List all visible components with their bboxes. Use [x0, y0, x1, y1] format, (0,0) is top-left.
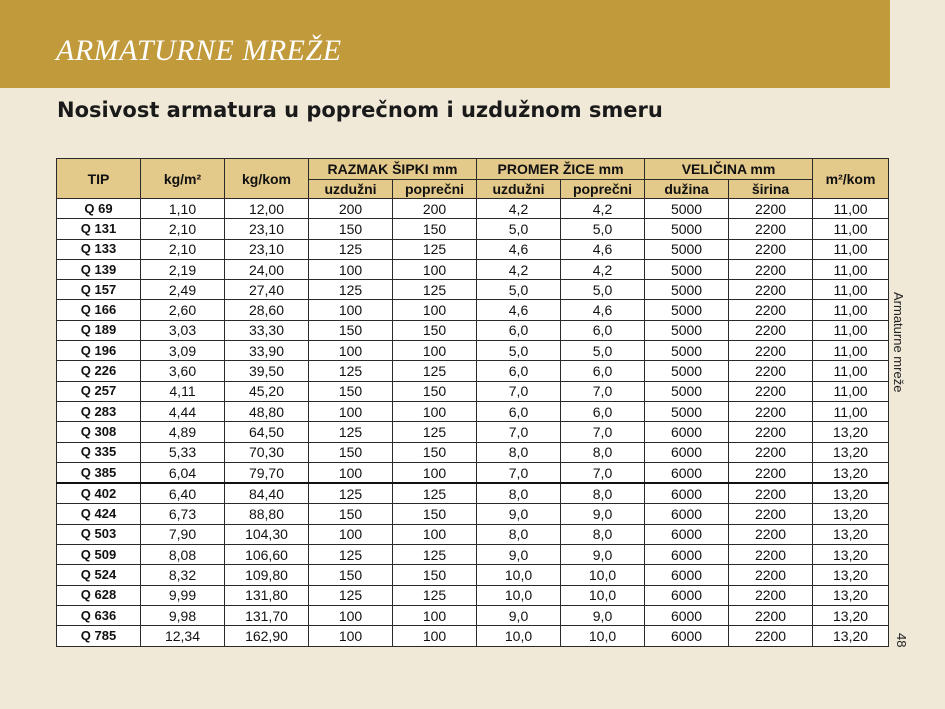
cell-m2-kom: 13,20: [813, 565, 889, 585]
cell-razmak-uzduzni: 125: [309, 361, 393, 381]
cell-duzina: 5000: [645, 300, 729, 320]
cell-promer-uzduzni: 7,0: [477, 422, 561, 442]
cell-promer-uzduzni: 5,0: [477, 341, 561, 361]
header-razmak-sipki: RAZMAK ŠIPKI mm: [309, 159, 477, 180]
cell-m2-kom: 13,20: [813, 585, 889, 605]
subheader-duzina: dužina: [645, 180, 729, 199]
cell-sirina: 2200: [729, 199, 813, 219]
page-title: ARMATURNE MREŽE: [56, 34, 342, 67]
cell-m2-kom: 11,00: [813, 361, 889, 381]
table-row: [57, 219, 889, 239]
cell-razmak-poprecni: 100: [393, 300, 477, 320]
cell-sirina: 2200: [729, 341, 813, 361]
cell-tip: Q 157: [57, 280, 141, 300]
cell-razmak-uzduzni: 100: [309, 462, 393, 483]
cell-razmak-poprecni: 100: [393, 626, 477, 646]
cell-duzina: 5000: [645, 341, 729, 361]
cell-m2-kom: 11,00: [813, 239, 889, 259]
reinforcement-table-container: [56, 158, 888, 647]
cell-m2-kom: 11,00: [813, 280, 889, 300]
cell-promer-uzduzni: 4,2: [477, 259, 561, 279]
cell-m2-kom: 13,20: [813, 524, 889, 544]
cell-duzina: 5000: [645, 320, 729, 340]
cell-razmak-poprecni: 150: [393, 320, 477, 340]
cell-duzina: 5000: [645, 199, 729, 219]
cell-kg-kom: 24,00: [225, 259, 309, 279]
cell-promer-poprecni: 4,2: [561, 259, 645, 279]
cell-promer-poprecni: 9,0: [561, 504, 645, 524]
cell-duzina: 5000: [645, 239, 729, 259]
table-row: [57, 545, 889, 565]
cell-razmak-poprecni: 125: [393, 422, 477, 442]
cell-m2-kom: 13,20: [813, 504, 889, 524]
header-promer-zice: PROMER ŽICE mm: [477, 159, 645, 180]
cell-promer-poprecni: 4,2: [561, 199, 645, 219]
cell-m2-kom: 11,00: [813, 300, 889, 320]
cell-razmak-uzduzni: 200: [309, 199, 393, 219]
cell-tip: Q 335: [57, 442, 141, 462]
cell-m2-kom: 11,00: [813, 341, 889, 361]
cell-kg-m2: 5,33: [141, 442, 225, 462]
subheader-promer-uzduzni: uzdužni: [477, 180, 561, 199]
table-row: [57, 300, 889, 320]
cell-promer-uzduzni: 6,0: [477, 361, 561, 381]
cell-promer-poprecni: 7,0: [561, 422, 645, 442]
cell-kg-m2: 7,90: [141, 524, 225, 544]
cell-kg-kom: 39,50: [225, 361, 309, 381]
cell-kg-m2: 9,98: [141, 605, 225, 625]
cell-promer-uzduzni: 8,0: [477, 524, 561, 544]
cell-m2-kom: 11,00: [813, 259, 889, 279]
cell-promer-poprecni: 5,0: [561, 219, 645, 239]
cell-razmak-uzduzni: 100: [309, 401, 393, 421]
cell-promer-uzduzni: 8,0: [477, 483, 561, 504]
cell-sirina: 2200: [729, 401, 813, 421]
header-tip: TIP: [57, 159, 141, 199]
cell-tip: Q 509: [57, 545, 141, 565]
cell-promer-uzduzni: 9,0: [477, 504, 561, 524]
cell-razmak-uzduzni: 125: [309, 483, 393, 504]
cell-sirina: 2200: [729, 605, 813, 625]
cell-razmak-uzduzni: 100: [309, 300, 393, 320]
cell-razmak-poprecni: 125: [393, 545, 477, 565]
table-row: [57, 341, 889, 361]
cell-kg-m2: 6,73: [141, 504, 225, 524]
cell-sirina: 2200: [729, 585, 813, 605]
cell-kg-m2: 6,04: [141, 462, 225, 483]
cell-razmak-uzduzni: 125: [309, 585, 393, 605]
cell-sirina: 2200: [729, 545, 813, 565]
cell-kg-m2: 4,89: [141, 422, 225, 442]
cell-sirina: 2200: [729, 422, 813, 442]
table-row: [57, 442, 889, 462]
cell-sirina: 2200: [729, 361, 813, 381]
cell-tip: Q 308: [57, 422, 141, 442]
cell-duzina: 6000: [645, 422, 729, 442]
cell-kg-kom: 64,50: [225, 422, 309, 442]
cell-promer-uzduzni: 4,6: [477, 239, 561, 259]
cell-tip: Q 189: [57, 320, 141, 340]
cell-kg-kom: 131,70: [225, 605, 309, 625]
cell-razmak-poprecni: 150: [393, 504, 477, 524]
cell-razmak-poprecni: 100: [393, 605, 477, 625]
cell-kg-m2: 3,09: [141, 341, 225, 361]
table-row: [57, 280, 889, 300]
cell-razmak-uzduzni: 150: [309, 381, 393, 401]
cell-razmak-uzduzni: 100: [309, 605, 393, 625]
cell-m2-kom: 13,20: [813, 626, 889, 646]
cell-razmak-poprecni: 125: [393, 585, 477, 605]
cell-razmak-uzduzni: 100: [309, 626, 393, 646]
cell-promer-uzduzni: 6,0: [477, 401, 561, 421]
cell-promer-uzduzni: 10,0: [477, 626, 561, 646]
reinforcement-mesh-table: [56, 158, 889, 647]
cell-kg-m2: 2,10: [141, 239, 225, 259]
cell-promer-poprecni: 7,0: [561, 381, 645, 401]
cell-sirina: 2200: [729, 483, 813, 504]
table-subtitle: Nosivost armatura u poprečnom i uzdužnom smeru: [57, 98, 663, 122]
cell-tip: Q 196: [57, 341, 141, 361]
cell-duzina: 6000: [645, 545, 729, 565]
table-row: [57, 239, 889, 259]
cell-promer-uzduzni: 7,0: [477, 381, 561, 401]
page-number: 48: [894, 633, 909, 648]
cell-m2-kom: 13,20: [813, 422, 889, 442]
cell-tip: Q 636: [57, 605, 141, 625]
cell-razmak-uzduzni: 125: [309, 280, 393, 300]
cell-kg-kom: 109,80: [225, 565, 309, 585]
cell-duzina: 6000: [645, 483, 729, 504]
cell-tip: Q 524: [57, 565, 141, 585]
cell-promer-uzduzni: 7,0: [477, 462, 561, 483]
table-row: [57, 524, 889, 544]
cell-razmak-uzduzni: 125: [309, 422, 393, 442]
cell-promer-poprecni: 4,6: [561, 300, 645, 320]
cell-duzina: 5000: [645, 401, 729, 421]
table-row: [57, 605, 889, 625]
cell-razmak-poprecni: 125: [393, 361, 477, 381]
table-header: [57, 159, 889, 199]
cell-kg-kom: 106,60: [225, 545, 309, 565]
cell-kg-m2: 2,60: [141, 300, 225, 320]
cell-razmak-uzduzni: 150: [309, 565, 393, 585]
cell-tip: Q 785: [57, 626, 141, 646]
cell-sirina: 2200: [729, 565, 813, 585]
cell-sirina: 2200: [729, 300, 813, 320]
cell-razmak-poprecni: 125: [393, 239, 477, 259]
cell-razmak-uzduzni: 100: [309, 524, 393, 544]
cell-kg-m2: 4,44: [141, 401, 225, 421]
subheader-razmak-uzduzni: uzdužni: [309, 180, 393, 199]
cell-promer-uzduzni: 9,0: [477, 605, 561, 625]
subheader-promer-poprecni: poprečni: [561, 180, 645, 199]
cell-sirina: 2200: [729, 280, 813, 300]
cell-razmak-uzduzni: 125: [309, 545, 393, 565]
cell-duzina: 6000: [645, 462, 729, 483]
cell-kg-m2: 4,11: [141, 381, 225, 401]
cell-duzina: 6000: [645, 442, 729, 462]
cell-promer-poprecni: 10,0: [561, 565, 645, 585]
cell-razmak-poprecni: 150: [393, 565, 477, 585]
cell-promer-poprecni: 10,0: [561, 585, 645, 605]
cell-promer-uzduzni: 10,0: [477, 585, 561, 605]
cell-kg-kom: 79,70: [225, 462, 309, 483]
cell-kg-kom: 23,10: [225, 239, 309, 259]
cell-razmak-poprecni: 125: [393, 280, 477, 300]
cell-promer-poprecni: 6,0: [561, 320, 645, 340]
cell-razmak-uzduzni: 100: [309, 341, 393, 361]
header-kg-kom: kg/kom: [225, 159, 309, 199]
table-row: [57, 199, 889, 219]
cell-sirina: 2200: [729, 626, 813, 646]
cell-kg-kom: 45,20: [225, 381, 309, 401]
cell-m2-kom: 13,20: [813, 483, 889, 504]
cell-tip: Q 283: [57, 401, 141, 421]
cell-razmak-poprecni: 200: [393, 199, 477, 219]
table-row: [57, 401, 889, 421]
table-row: [57, 565, 889, 585]
table-row: [57, 361, 889, 381]
cell-kg-kom: 12,00: [225, 199, 309, 219]
cell-razmak-uzduzni: 100: [309, 259, 393, 279]
cell-kg-m2: 3,03: [141, 320, 225, 340]
title-banner: [0, 0, 890, 88]
cell-promer-poprecni: 9,0: [561, 605, 645, 625]
cell-sirina: 2200: [729, 524, 813, 544]
cell-tip: Q 402: [57, 483, 141, 504]
cell-promer-poprecni: 8,0: [561, 524, 645, 544]
cell-duzina: 6000: [645, 626, 729, 646]
cell-kg-kom: 27,40: [225, 280, 309, 300]
cell-m2-kom: 11,00: [813, 199, 889, 219]
cell-duzina: 6000: [645, 565, 729, 585]
table-row: [57, 585, 889, 605]
cell-promer-uzduzni: 9,0: [477, 545, 561, 565]
table-row: [57, 259, 889, 279]
cell-promer-uzduzni: 5,0: [477, 280, 561, 300]
cell-kg-kom: 131,80: [225, 585, 309, 605]
cell-m2-kom: 13,20: [813, 605, 889, 625]
cell-promer-poprecni: 7,0: [561, 462, 645, 483]
cell-tip: Q 139: [57, 259, 141, 279]
cell-tip: Q 385: [57, 462, 141, 483]
cell-kg-m2: 8,08: [141, 545, 225, 565]
cell-duzina: 5000: [645, 280, 729, 300]
table-row: [57, 462, 889, 483]
header-kg-m2: kg/m²: [141, 159, 225, 199]
cell-promer-uzduzni: 5,0: [477, 219, 561, 239]
cell-duzina: 5000: [645, 259, 729, 279]
cell-duzina: 6000: [645, 504, 729, 524]
cell-promer-uzduzni: 8,0: [477, 442, 561, 462]
cell-kg-kom: 70,30: [225, 442, 309, 462]
table-row: [57, 626, 889, 646]
cell-tip: Q 69: [57, 199, 141, 219]
cell-promer-poprecni: 9,0: [561, 545, 645, 565]
cell-razmak-poprecni: 150: [393, 219, 477, 239]
cell-tip: Q 503: [57, 524, 141, 544]
cell-promer-poprecni: 5,0: [561, 341, 645, 361]
cell-m2-kom: 11,00: [813, 320, 889, 340]
cell-kg-m2: 6,40: [141, 483, 225, 504]
cell-razmak-poprecni: 125: [393, 483, 477, 504]
cell-promer-uzduzni: 6,0: [477, 320, 561, 340]
cell-m2-kom: 11,00: [813, 219, 889, 239]
cell-kg-kom: 33,30: [225, 320, 309, 340]
cell-razmak-poprecni: 100: [393, 524, 477, 544]
cell-sirina: 2200: [729, 259, 813, 279]
cell-kg-kom: 162,90: [225, 626, 309, 646]
cell-promer-poprecni: 8,0: [561, 483, 645, 504]
cell-promer-poprecni: 4,6: [561, 239, 645, 259]
cell-sirina: 2200: [729, 239, 813, 259]
cell-duzina: 5000: [645, 361, 729, 381]
cell-kg-kom: 33,90: [225, 341, 309, 361]
cell-razmak-uzduzni: 150: [309, 320, 393, 340]
cell-kg-m2: 9,99: [141, 585, 225, 605]
table-row: [57, 422, 889, 442]
header-velicina: VELIČINA mm: [645, 159, 813, 180]
cell-razmak-poprecni: 100: [393, 401, 477, 421]
subheader-razmak-poprecni: poprečni: [393, 180, 477, 199]
cell-kg-m2: 12,34: [141, 626, 225, 646]
cell-duzina: 5000: [645, 219, 729, 239]
cell-kg-m2: 8,32: [141, 565, 225, 585]
cell-sirina: 2200: [729, 442, 813, 462]
side-section-label: Armaturne mreže: [891, 292, 906, 393]
cell-m2-kom: 13,20: [813, 442, 889, 462]
cell-sirina: 2200: [729, 381, 813, 401]
cell-sirina: 2200: [729, 320, 813, 340]
cell-razmak-poprecni: 150: [393, 381, 477, 401]
table-row: [57, 504, 889, 524]
cell-kg-m2: 2,19: [141, 259, 225, 279]
cell-razmak-uzduzni: 150: [309, 442, 393, 462]
cell-razmak-poprecni: 150: [393, 442, 477, 462]
cell-kg-kom: 104,30: [225, 524, 309, 544]
cell-duzina: 6000: [645, 524, 729, 544]
cell-razmak-poprecni: 100: [393, 341, 477, 361]
cell-tip: Q 424: [57, 504, 141, 524]
cell-razmak-uzduzni: 125: [309, 239, 393, 259]
cell-duzina: 6000: [645, 605, 729, 625]
cell-duzina: 5000: [645, 381, 729, 401]
cell-m2-kom: 13,20: [813, 462, 889, 483]
cell-tip: Q 131: [57, 219, 141, 239]
cell-kg-kom: 48,80: [225, 401, 309, 421]
cell-m2-kom: 11,00: [813, 401, 889, 421]
cell-m2-kom: 13,20: [813, 545, 889, 565]
cell-sirina: 2200: [729, 504, 813, 524]
cell-razmak-uzduzni: 150: [309, 504, 393, 524]
cell-promer-poprecni: 5,0: [561, 280, 645, 300]
cell-kg-kom: 28,60: [225, 300, 309, 320]
cell-kg-m2: 3,60: [141, 361, 225, 381]
cell-promer-poprecni: 6,0: [561, 401, 645, 421]
cell-kg-kom: 84,40: [225, 483, 309, 504]
cell-kg-kom: 88,80: [225, 504, 309, 524]
cell-tip: Q 226: [57, 361, 141, 381]
cell-promer-uzduzni: 4,2: [477, 199, 561, 219]
table-row: [57, 320, 889, 340]
cell-promer-poprecni: 6,0: [561, 361, 645, 381]
cell-m2-kom: 11,00: [813, 381, 889, 401]
table-row: [57, 483, 889, 504]
cell-kg-kom: 23,10: [225, 219, 309, 239]
cell-razmak-poprecni: 100: [393, 462, 477, 483]
cell-kg-m2: 1,10: [141, 199, 225, 219]
cell-kg-m2: 2,10: [141, 219, 225, 239]
cell-promer-poprecni: 8,0: [561, 442, 645, 462]
header-m2-kom: m²/kom: [813, 159, 889, 199]
cell-duzina: 6000: [645, 585, 729, 605]
cell-promer-uzduzni: 4,6: [477, 300, 561, 320]
table-body: [57, 199, 889, 647]
cell-razmak-poprecni: 100: [393, 259, 477, 279]
cell-sirina: 2200: [729, 462, 813, 483]
cell-tip: Q 628: [57, 585, 141, 605]
cell-tip: Q 257: [57, 381, 141, 401]
cell-sirina: 2200: [729, 219, 813, 239]
cell-tip: Q 133: [57, 239, 141, 259]
cell-razmak-uzduzni: 150: [309, 219, 393, 239]
table-row: [57, 381, 889, 401]
cell-promer-poprecni: 10,0: [561, 626, 645, 646]
cell-tip: Q 166: [57, 300, 141, 320]
cell-kg-m2: 2,49: [141, 280, 225, 300]
subheader-sirina: širina: [729, 180, 813, 199]
cell-promer-uzduzni: 10,0: [477, 565, 561, 585]
